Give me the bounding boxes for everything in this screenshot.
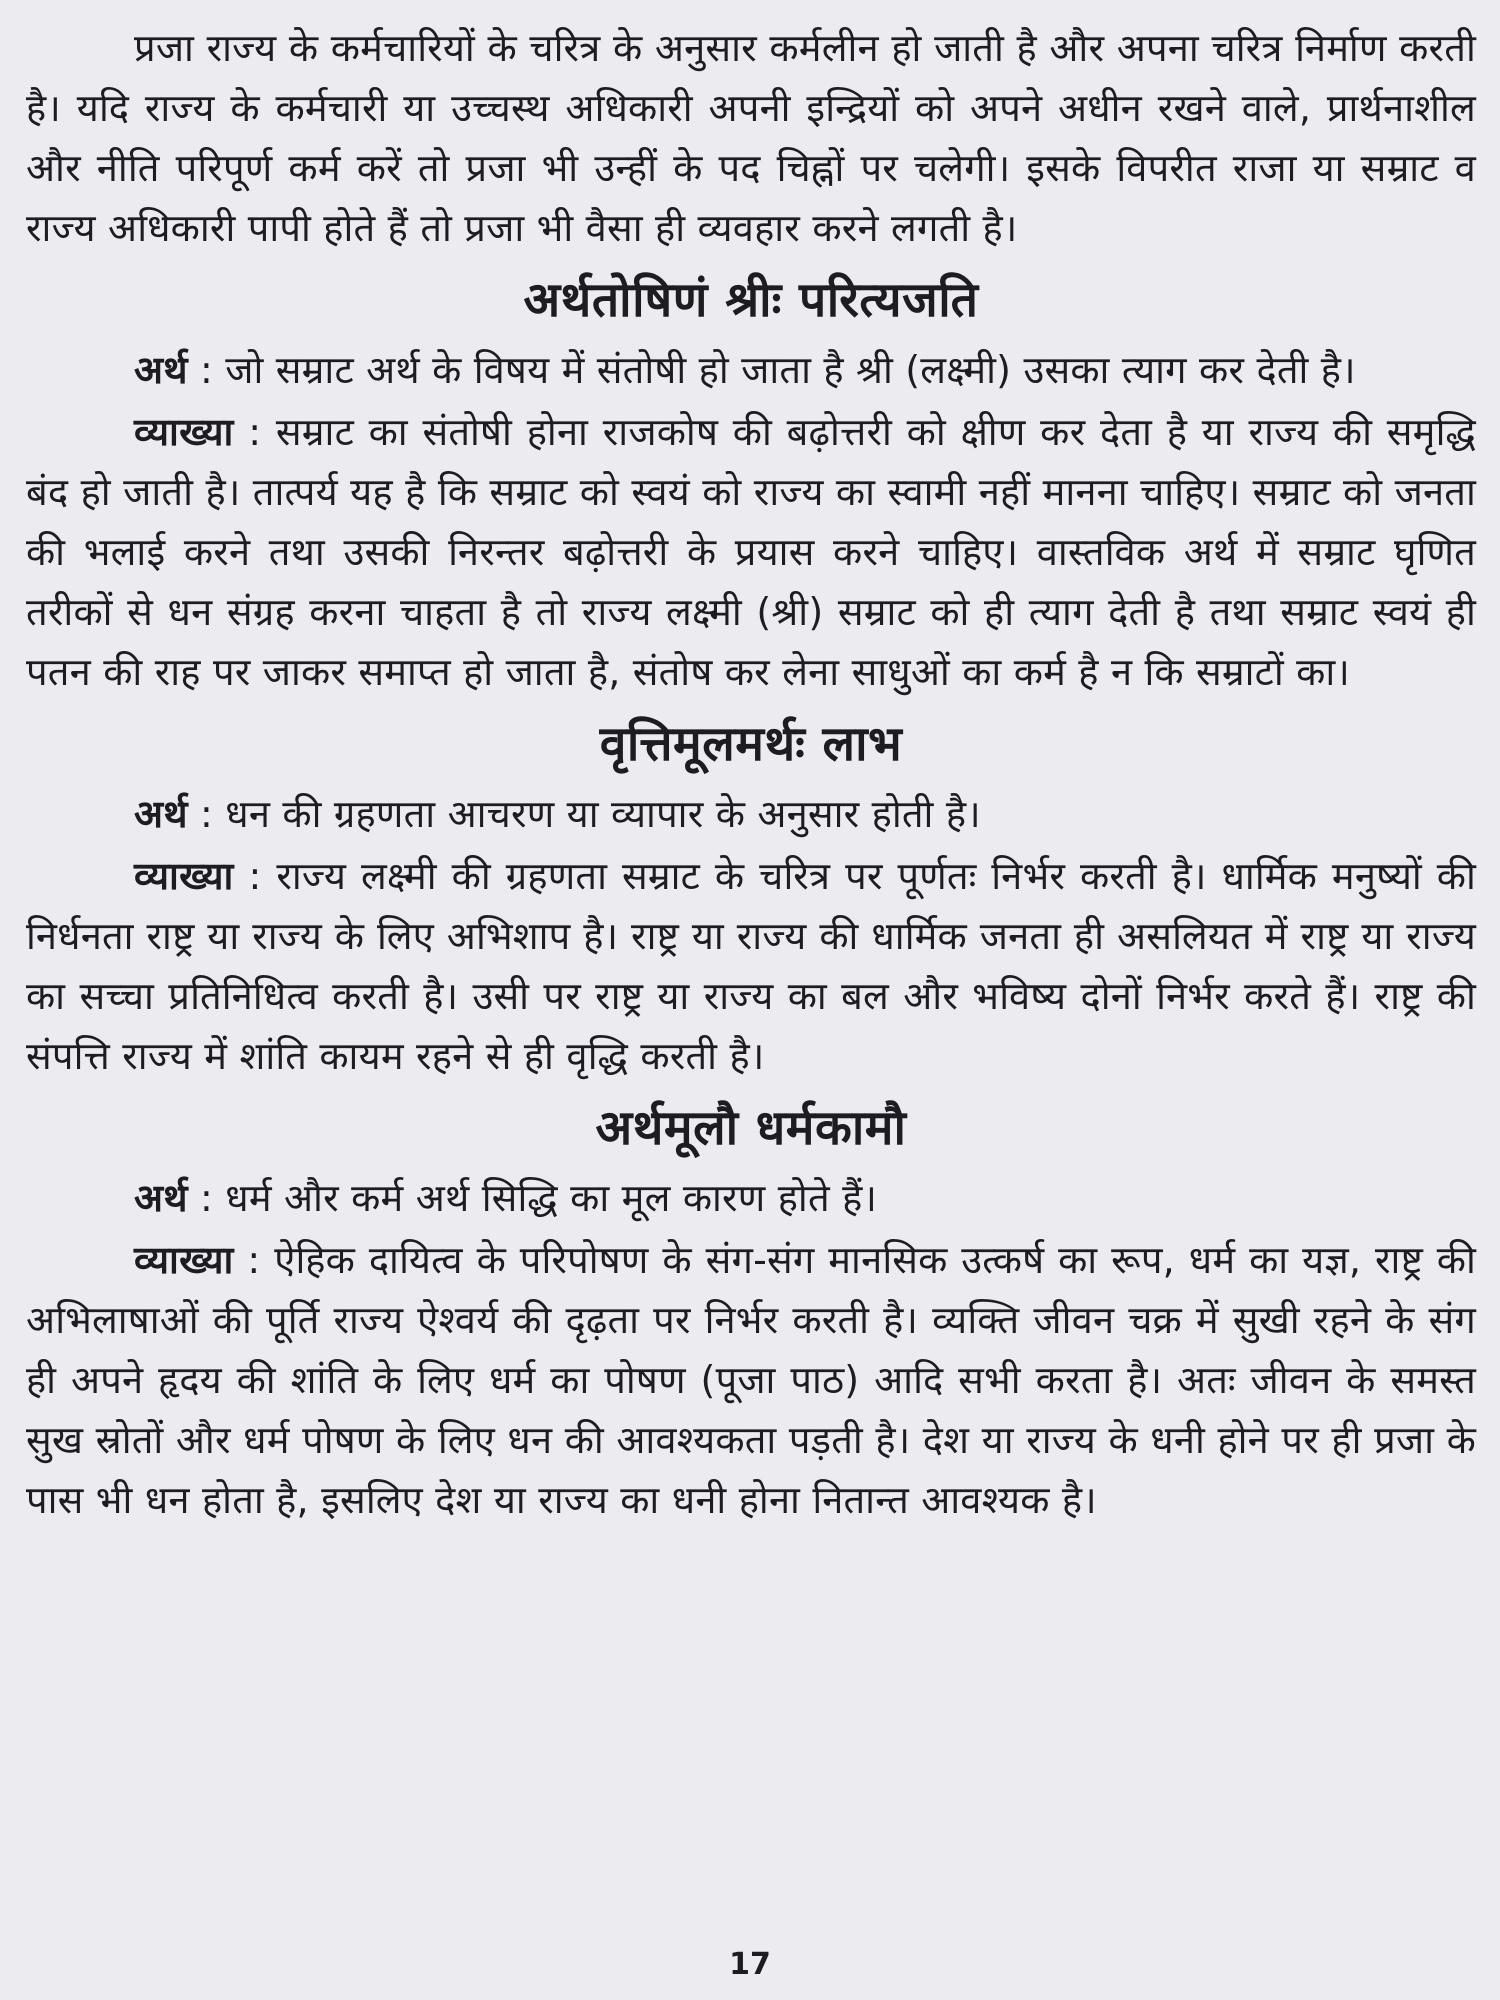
meaning-text-1: जो सम्राट अर्थ के विषय में संतोषी हो जाता है श्री (लक्ष्मी) उसका त्याग कर देती है।	[225, 348, 1356, 392]
meaning-label-1: अर्थ	[134, 348, 188, 392]
meaning-paragraph-3: अर्थ : धर्म और कर्म अर्थ सिद्धि का मूल कारण होते हैं।	[134, 1176, 878, 1220]
section-heading-3: अर्थमूलौ धर्मकामौ	[595, 1100, 907, 1156]
explanation-text-3: ऐहिक दायित्व के परिपोषण के संग-संग मानसिक उत्कर्ष का रूप, धर्म का यज्ञ, राष्ट्र की अभिलाषाओं की पूर्ति राज्य ऐश्वर्य की दृढ़ता पर निर्भर करती है। व्यक्ति जीवन चक्र में सुखी रहने के संग ही अपने हृदय की शांति के लिए धर्म का पोषण (पूजा पाठ) आदि सभी करता है। अतः जीवन के समस्त सुख स्रोतों और धर्म पोषण के लिए धन की आवश्यकता पड़ती है। देश या राज्य के धनी होने पर ही प्रजा के पास भी धन होता है, इसलिए देश या राज्य का धनी होना नितान्त आवश्यक है।	[26, 1238, 1477, 1522]
meaning-label-3: अर्थ	[134, 1176, 188, 1220]
meaning-paragraph-1: अर्थ : जो सम्राट अर्थ के विषय में संतोषी हो जाता है श्री (लक्ष्मी) उसका त्याग कर देती है।	[134, 348, 1356, 392]
explanation-paragraph-1: व्याख्या : सम्राट का संतोषी होना राजकोष की बढ़ोत्तरी को क्षीण कर देता है या राज्य की समृद्धि बंद हो जाती है। तात्पर्य यह है कि सम्राट को स्वयं को राज्य का स्वामी नहीं मानना चाहिए। सम्राट को जनता की भलाई करने तथा उसकी निरन्तर बढ़ोत्तरी के प्रयास करने चाहिए। वास्तविक अर्थ में सम्राट घृणित तरीकों से धन संग्रह करना चाहता है तो राज्य लक्ष्मी (श्री) सम्राट को ही त्याग देती है तथा सम्राट स्वयं ही पतन की राह पर जाकर समाप्त हो जाता है, संतोष कर लेना साधुओं का कर्म है न कि सम्राटों का।	[26, 410, 1476, 694]
book-page	[26, 18, 1476, 1958]
page-number: 17	[729, 1947, 771, 1982]
meaning-paragraph-2: अर्थ : धन की ग्रहणता आचरण या व्यापार के अनुसार होती है।	[134, 792, 981, 836]
explanation-text-1: सम्राट का संतोषी होना राजकोष की बढ़ोत्तरी को क्षीण कर देता है या राज्य की समृद्धि बंद हो जाती है। तात्पर्य यह है कि सम्राट को स्वयं को राज्य का स्वामी नहीं मानना चाहिए। सम्राट को जनता की भलाई करने तथा उसकी निरन्तर बढ़ोत्तरी के प्रयास करने चाहिए। वास्तविक अर्थ में सम्राट घृणित तरीकों से धन संग्रह करना चाहता है तो राज्य लक्ष्मी (श्री) सम्राट को ही त्याग देती है तथा सम्राट स्वयं ही पतन की राह पर जाकर समाप्त हो जाता है, संतोष कर लेना साधुओं का कर्म है न कि सम्राटों का।	[26, 410, 1476, 694]
explanation-text-2: राज्य लक्ष्मी की ग्रहणता सम्राट के चरित्र पर पूर्णतः निर्भर करती है। धार्मिक मनुष्यों की निर्धनता राष्ट्र या राज्य के लिए अभिशाप है। राष्ट्र या राज्य की धार्मिक जनता ही असलियत में राष्ट्र या राज्य का सच्चा प्रतिनिधित्व करती है। उसी पर राष्ट्र या राज्य का बल और भविष्य दोनों निर्भर करते हैं। राष्ट्र की संपत्ति राज्य में शांति कायम रहने से ही वृद्धि करती है।	[26, 854, 1476, 1078]
section-heading-1: अर्थतोषिणं श्रीः परित्यजति	[523, 272, 979, 328]
meaning-label-2: अर्थ	[134, 792, 188, 836]
section-heading-2: वृत्तिमूलमर्थः लाभ	[599, 716, 903, 772]
explanation-paragraph-2: व्याख्या : राज्य लक्ष्मी की ग्रहणता सम्राट के चरित्र पर पूर्णतः निर्भर करती है। धार्मिक मनुष्यों की निर्धनता राष्ट्र या राज्य के लिए अभिशाप है। राष्ट्र या राज्य की धार्मिक जनता ही असलियत में राष्ट्र या राज्य का सच्चा प्रतिनिधित्व करती है। उसी पर राष्ट्र या राज्य का बल और भविष्य दोनों निर्भर करते हैं। राष्ट्र की संपत्ति राज्य में शांति कायम रहने से ही वृद्धि करती है।	[26, 854, 1476, 1078]
explanation-label-3: व्याख्या	[134, 1238, 234, 1282]
explanation-label-2: व्याख्या	[134, 854, 234, 898]
meaning-text-2: धन की ग्रहणता आचरण या व्यापार के अनुसार होती है।	[225, 792, 981, 836]
intro-paragraph: प्रजा राज्य के कर्मचारियों के चरित्र के अनुसार कर्मलीन हो जाती है और अपना चरित्र निर्माण करती है। यदि राज्य के कर्मचारी या उच्चस्थ अधिकारी अपनी इन्द्रियों को अपने अधीन रखने वाले, प्रार्थनाशील और नीति परिपूर्ण कर्म करें तो प्रजा भी उन्हीं के पद चिह्नों पर चलेगी। इसके विपरीत राजा या सम्राट व राज्य अधिकारी पापी होते हैं तो प्रजा भी वैसा ही व्यवहार करने लगती है।	[26, 26, 1476, 250]
explanation-label-1: व्याख्या	[134, 410, 234, 454]
meaning-text-3: धर्म और कर्म अर्थ सिद्धि का मूल कारण होते हैं।	[225, 1176, 878, 1220]
explanation-paragraph-3: व्याख्या : ऐहिक दायित्व के परिपोषण के संग-संग मानसिक उत्कर्ष का रूप, धर्म का यज्ञ, राष्ट्र की अभिलाषाओं की पूर्ति राज्य ऐश्वर्य की दृढ़ता पर निर्भर करती है। व्यक्ति जीवन चक्र में सुखी रहने के संग ही अपने हृदय की शांति के लिए धर्म का पोषण (पूजा पाठ) आदि सभी करता है। अतः जीवन के समस्त सुख स्रोतों और धर्म पोषण के लिए धन की आवश्यकता पड़ती है। देश या राज्य के धनी होने पर ही प्रजा के पास भी धन होता है, इसलिए देश या राज्य का धनी होना नितान्त आवश्यक है।	[26, 1238, 1477, 1522]
